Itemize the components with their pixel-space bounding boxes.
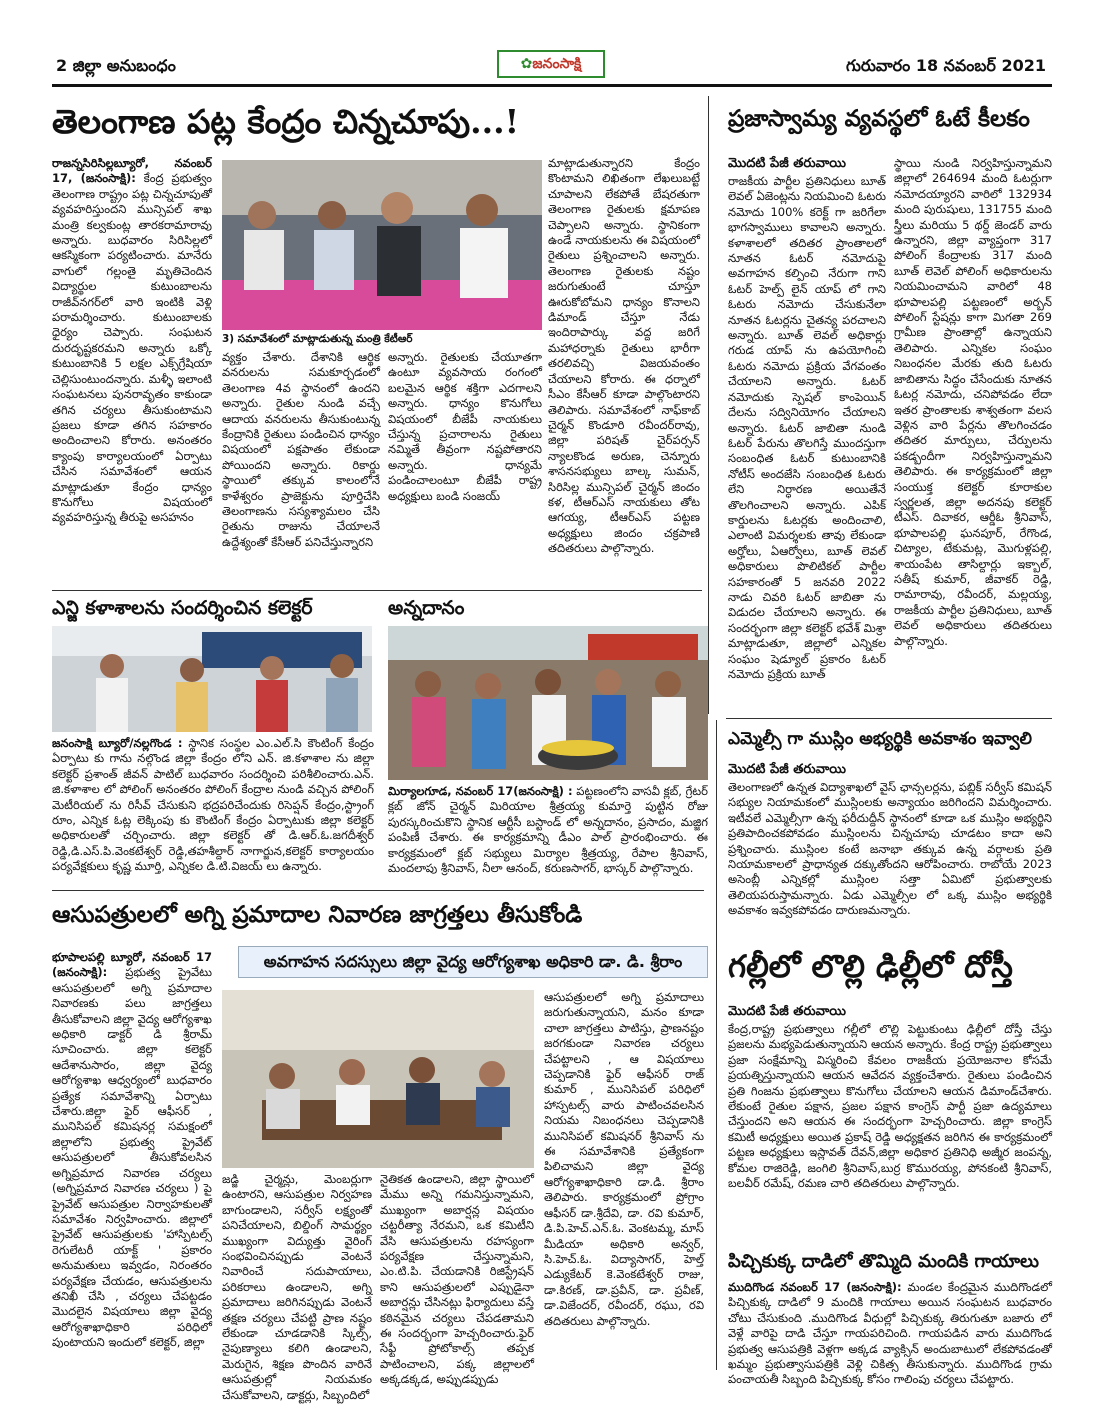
food-body: మిర్యాలగూడ, నవంబర్ 17(జనంసాక్షి) : పట్టణంలోని వాసవీ క్లబ్, గ్రేటర్ క్లబ్ జోన్ చైర్మన్ మిరియాల శ్రీత్రయ్య కుమార్తె పుట్టిన రోజు పురస్కరించుకొని స్థానిక ఆర్టీసీ బస్టాండ్ లో అన్నదానం, ప్రసాదం, మజ్జిగ పంపిణీ చేశారు. ఈ కార్యక్రమాన్ని డీఎం పాల్ ప్రారంభించారు. ఈ కార్యక్రమంలో క్లబ్ సభ్యులు మిర్యాల శ్రీత్రయ్య, రేపాల శ్రీనివాస్, మందలాపు శ్రీనివాస్, నీలా ఆనంద్, కరుణసాగర్, భాస్కర్ పాల్గొన్నారు. <box>388 784 709 876</box>
main-col-1: రాజన్నసిరిసిల్లబ్యూరో, నవంబర్ 17, (జనంసాక్షి): కేంద్ర ప్రభుత్వం తెలంగాణ రాష్ట్రం పట్ల చిన్నచూపుతో వ్యవహరిస్తుందని మున్సిపల్ శాఖ మంత్రి కల్వకుంట్ల తారకరామారావు అన్నారు. బుధవారం సిరిసిల్లలో ఆకస్మికంగా పర్యటించారు. మానేరు వాగులో గల్లంతై మృతిచెందిన విద్యార్థుల కుటుంబాలను రాజీవ్‌నగర్‌లో వారి ఇంటికి వెళ్లి పరామర్శించారు. కుటుంబాలకు ధైర్యం చెప్పారు. సంఘటన దురదృష్టకరమని అన్నారు ఒక్కో కుటుంబానికి 5 లక్షల ఎక్స్‌గ్రేషియా చెల్లిసుంటుందన్నారు. మళ్ళీ ఇలాంటి సంఘటనలు పునరావృతం కాకుండా తగిన చర్యలు తీసుకుంటామని ప్రజలు కూడా తగిన సహకారం అందించాలని కోరారు. అనంతరం క్యాంపు కార్యాలయంలో ఏర్పాటు చేసిన సమావేశంలో ఆయన మాట్లాడుతూ కేంద్రం ధాన్యం కొనుగోలు విషయంలో వ్యవహరిస్తున్న తీరుపై అసహనం <box>52 156 212 525</box>
galli-body: కేంద్ర,రాష్ట్ర ప్రభుత్వాలు గల్లీలో లొల్లి పెట్టుకుంటు ఢిల్లీలో దోస్తీ చేస్తు ప్రజలను మభ్యపెడుతున్నాయని ఆయన అన్నారు. కేంద్ర రాష్ట్ర ప్రభుత్వాలు ప్రజా సంక్షేమాన్ని విస్మరించి కేవలం రాజకీయ ప్రయోజనాల కోసమే ప్రయత్నిస్తున్నాయని ఆయన ఆవేదన వ్యక్తంచేశారు. రైతులు పండించిన ప్రతి గింజను ప్రభుత్వాలు కొనుగోలు చేయాలని ఆయన డిమాండ్‌చేశారు. లేకుంటే రైతుల పక్షాన, ప్రజల పక్షాన కాంగ్రెస్ పార్టీ ప్రజా ఉద్యమాలు చేస్తుందని అని ఆయన ఈ సందర్భంగా హెచ్చరించారు. జిల్లా కాంగ్రెస్ కమిటీ అధ్యక్షులు అయిత ప్రకాష్ రెడ్డి అధ్యక్షతన జరిగిన ఈ కార్యక్రమంలో పట్టణ అధ్యక్షులు ఇస్లావత్ దేవన్,జిల్లా అధికార ప్రతినిధి అజ్మీర జంపన్న, కోమల రాజిరెడ్డి, జంగిలి శ్రీనివాస్,బుర్ర కొమురయ్య, పోనకంటి శ్రీనివాస్, బలవీర్ రమేష్, రమణ చారి తదితరులు పాల్గొన్నారు. <box>728 1022 1052 1191</box>
hospital-col-2: జడ్జి చైర్మన్లు, మెంబర్లుగా ఉంటారని, ఆసుపత్రుల నిర్వహణ బాగుండాలని, సర్వీస్ లక్ష్యంతో పనిచేయాలని, బిల్డింగ్ సామర్థ్యం ముఖ్యంగా విద్యుత్తు వైరింగ్ సంభవించినప్పుడు వెంటనే నివారించే సదుపాయాలు, పరికరాలు ఉండాలని, అగ్ని ప్రమాదాలు జరిగినప్పుడు వెంటనే తక్షణ చర్యలు చేపట్టి ప్రాణ నష్టం లేకుండా చూడడానికి స్కిల్స్, నైపుణ్యాలు కలిగి ఉండాలని, మెరుగైన, శిక్షణ పొందిన వారినే ఆసుపత్రుల్లో నియమకం చేసుకోవాలని, డాక్టర్లు, సిబ్బందిలో <box>222 1172 372 1402</box>
main-col-2: వ్యక్తం చేశారు. దేశానికి ఆర్థిక వనరులను సమకూర్చడంలో తెలంగాణ 4వ స్థానంలో ఉందని అన్నారు. రైతుల నుండి వచ్చే ఆదాయ వనరులను తీసుకుంటున్న కేంద్రానికి రైతులు పండించిన ధాన్యం విషయంలో పక్షపాతం లేకుండా పోయిందని అన్నారు. రికార్డు స్థాయిలో తక్కువ కాలంలోనే కాళేశ్వరం ప్రాజెక్టును పూర్తిచేసి తెలంగాణను సస్యశ్యామలం చేసి రైతును రాజును చేయాలనే ఉద్దేశ్యంతో కేసీఆర్ పనిచేస్తున్నారని <box>222 350 380 549</box>
collector-body: జనంసాక్షి బ్యూరో/నల్లగొండ : స్థానిక సంస్థల ఎం.ఎల్.సి కౌంటింగ్ కేంద్రం ఏర్పాటు కు గాను నల్గొండ జిల్లా కేంద్రం లోని ఎన్. జి.కళాశాల ను జిల్లా కలెక్టర్ ప్రశాంత్ జీవన్ పాటిల్ బుధవారం సందర్శించి పరిశీలించారు.ఎన్. జి.కళాశాల లో పోలింగ్ అనంతరం పోలింగ్ కేంద్రాల నుండి వచ్చిన పోలింగ్ మెటీరియల్ ను రిసీవ్ చేసుకుని భద్రపరిచేందుకు రిసెప్షన్ కేంద్రం,స్ట్రాంగ్ రూం, ఎన్నిక ఓట్ల లెక్కింపు కు కౌంటింగ్ కేంద్రం ఏర్పాటుకు జిల్లా కలెక్టర్ అధికారులతో చర్చించారు. జిల్లా కలెక్టర్ తో డి.ఆర్.ఓ.జగదీశ్వర్ రెడ్డి,డి.ఎస్.పి.వెంకటేశ్వర్ రెడ్డి,తహశీల్దార్ నాగార్జున,కలెక్టర్ కార్యాలయం పర్యవేక్షకులు కృష్ణ మూర్తి, ఎన్నికల డి.టి.విజయ్ లు ఉన్నారు. <box>52 736 375 874</box>
section-rule <box>52 890 704 891</box>
issue-date: గురువారం 18 నవంబర్ 2021 <box>846 56 1046 75</box>
main-col-4: మాట్లాడుతున్నారని కేంద్రం కొంటామని లిఖితంగా లేఖలుబట్టే చూపాలని లేకపోతే బేషరతుగా తెలంగాణ రైతులకు క్షమాపణ చెప్పాలని అన్నారు. స్థానికంగా ఉండే నాయకులను ఈ విషయంలో రైతులు ప్రశ్నించాలని అన్నారు. తెలంగాణ రైతులకు నష్టం జరుగుతుంటే చూస్తూ ఊరుకోబోమని ధాన్యం కొనాలని డిమాండ్ చేస్తూ నేడు ఇందిరాపార్కు వద్ద జరిగే మహాధర్నాకు రైతులు భారీగా తరలివచ్చి విజయవంతం చేయాలని కోరారు. ఈ ధర్నాలో సీఎం కేసీఆర్ కూడా పాల్గొంటారని తెలిపారు. సమావేశంలో నాఫ్‌కాబ్ చైర్మన్ కొండూరి రవీందర్‌రావు, జిల్లా పరిషత్ చైర్‌పర్సన్ న్యాలకొండ అరుణ, చెన్నూరు శాసనసభ్యులు బాల్క సుమన్, సిరిసిల్ల మున్సిపల్ చైర్మన్ జిందం కళ, టీఆర్ఎస్ నాయకులు తోట ఆగయ్య, టీఆర్ఎస్ పట్టణ అధ్యక్షులు జిందం చక్రపాణి తదితరులు పాల్గొన్నారు. <box>548 156 700 556</box>
dog-dateline: ముదిగొండ నవంబర్ 17 (జనంసాక్షి): <box>728 1280 902 1294</box>
hospital-col-4: ఆసుపత్రులలో అగ్ని ప్రమాదాలు జరుగుతున్నాయని, మనం కూడా చాలా జాగ్రత్తలు పాటిస్తు, ప్రాణనష్టం జరగకుండా నివారణ చర్యలు చేపట్టాలని , ఆ విషయాలు చెప్పడానికి ఫైర్ ఆఫీసర్ రాజ్ కుమార్ , మునిసిపల్ పరిధిలో హాస్పటల్స్ వారు పాటించవలసిన నియమ నిబంధనలు చెప్పడానికి మునిసిపల్ కమిషనర్ శ్రీనివాస్ ను ఈ సమావేశానికి ప్రత్యేకంగా పిలిచామని జిల్లా వైద్య ఆరోగ్యశాఖాధికారి డా.డి. శ్రీరాం తెలిపారు. కార్యక్రమంలో ప్రోగ్రాం ఆఫీసర్ డా.శ్రీదేవి, డా. రవి కుమార్, డి.పి.హెచ్.ఎన్.ఓ. వెంకటమ్మ, మాస్ మీడియా అధికారి అన్వర్, సి.హెచ్.ఓ. విద్యాసాగర్, హెల్త్ ఎడ్యుకేటర్ కె.వెంకటేశ్వర్ రాజు, డా.కిరణ్, డా.ప్రవీన్, డా. ప్రవీణ్, డా.విజేందర్, రవీందర్, రఘు, రవి తదితరులు పాల్గొన్నారు. <box>544 990 704 1328</box>
collector-dateline: జనంసాక్షి బ్యూరో/నల్లగొండ : <box>52 736 183 750</box>
hospital-col-3: నైతికత ఉండాలని, జిల్లా స్థాయిలో మేము అన్ని గమనిస్తున్నామని, ముఖ్యంగా అబార్షన్ల విషయం చట్టరీత్యా నేరమని, ఒక కమిటీని వేసి ఆసుపత్రులను రహస్యంగా పర్యవేక్షణ చేస్తున్నామని, ఎం.టి.పి. చేయడానికి రిజిస్ట్రేషన్ కాని ఆసుపత్రులలో ఎప్పుడైనా అబార్షన్లు చేసినట్లు ఫిర్యాదులు వస్తే కఠినమైన చర్యలు చేపడతామని ఈ సందర్భంగా హెచ్చరించారు.ఫైర్ సేఫ్టీ ప్రోటోకాల్స్ తప్పక పాటించాలని, పక్క జిల్లాలలో అక్కడక్కడ, అప్పుడప్పుడు <box>380 1172 534 1387</box>
hospital-headline: ఆసుపత్రులలో అగ్ని ప్రమాదాల నివారణ జాగ్రత్తలు తీసుకోండి <box>52 901 583 928</box>
main-dateline: రాజన్నసిరిసిల్లబ్యూరో, నవంబర్ 17, (జనంసాక్షి): <box>52 156 212 186</box>
vote-headline: ప్రజాస్వామ్య వ్యవస్థలో ఓటే కీలకం <box>728 105 1030 132</box>
main-photo <box>222 160 542 330</box>
dog-body: ముదిగొండ నవంబర్ 17 (జనంసాక్షి): మండల కేంద్రమైన ముదిగొండలో పిచ్చికుక్క దాడిలో 9 మందికి గాయాలు అయిన సంఘటన బుధవారం చోటు చేసుకుంది .ముదిగొండ వీధుల్లో పిచ్చికుక్క తిరుగుతూ బజారు లో వెళ్లే వారిపై దాడి చేస్తూ గాయపరిచింది. గాయపడిన వారు ముదిగొండ ప్రభుత్వ ఆసుపత్రికి వెళ్లగా అక్కడ వ్యాక్సిన్ అందుబాటులో లేకపోవడంతో ఖమ్మం ప్రభుత్వాసుపత్రికి వెళ్లి చికిత్స తీసుకున్నారు. ముదిగొండ గ్రామ పంచాయతీ సిబ్బంది పిచ్చికుక్క కోసం గాలింపు చర్యలు చేపట్టారు. <box>728 1280 1052 1387</box>
masthead-logo: ✿జనంసాక్షి <box>497 50 605 78</box>
collector-photo <box>52 626 372 732</box>
section-rule <box>726 718 1052 719</box>
dog-headline: పిచ్చికుక్క దాడిలో తొమ్మిది మందికి గాయాలు <box>728 1251 1040 1272</box>
galli-continued: మొదటి పేజీ తరువాయి <box>728 1004 846 1019</box>
hospital-dateline: భూపాలపల్లి బ్యూరో, నవంబర్ 17 (జనంసాక్షి): <box>52 950 212 980</box>
main-col-3b: అన్నారు. రైతులకు చేయూతగా ఉంటూ వ్యవసాయ రంగంలో బలమైన ఆర్థిక శక్తిగా ఎదగాలని అన్నారు. ధాన్యం కొనుగోలు విషయంలో బీజేపీ నాయకులు చేస్తున్న ప్రచారాలను రైతులు నమ్మితే తీవ్రంగా నష్టపోతారని అన్నారు. ధాన్యమే పండించాలంటూ బీజేపీ రాష్ట్ర అధ్యక్షులు బండి సంజయ్ <box>388 350 542 503</box>
vote-continued: మొదటి పేజీ తరువాయి <box>728 156 846 171</box>
header-rule <box>52 84 1052 87</box>
mlc-continued: మొదటి పేజీ తరువాయి <box>728 762 846 777</box>
vote-col-2: స్థాయి నుండి నిర్వహిస్తున్నామని జిల్లాలో 264694 మంది ఓటర్లుగా నమోదయ్యారని వారిలో 132934 మంది పురుషులు, 131755 మంది స్త్రీలు మరియు 5 థర్డ్ జెండర్ వారు ఉన్నారని, జిల్లా వ్యాప్తంగా 317 పోలింగ్ కేంద్రాలకు 317 మంది బూత్ లెవెల్ పోలింగ్ అధికారులను నియమించామని వారిలో 48 భూపాలపల్లి పట్టణంలో అర్బన్ పోలింగ్ స్టేషన్లు కాగా మిగతా 269 గ్రామీణ ప్రాంతాల్లో ఉన్నాయని తెలిపారు. ఎన్నికల సంఘం నిబంధనల మేరకు తుది ఓటరు జాబితాను సిద్ధం చేసేందుకు నూతన ఓటర్ల నమోదు, చనిపోవడం లేదా ఇతర ప్రాంతాలకు శాశ్వతంగా వలస వెళ్లిన వారి పేర్లను తొలగించడం తదితర మార్పులు, చేర్పులను పకడ్బందీగా నిర్వహిస్తున్నామని తెలిపారు. ఈ కార్యక్రమంలో జిల్లా సంయుక్త కలెక్టర్ కూరాకుల స్వర్ణలత, జిల్లా అదనపు కలెక్టర్ టీఎస్. దివాకర, ఆర్డీఓ శ్రీనివాస్, భూపాలపల్లి ఘనపూర్, రేగొండ, చిట్యాల, టేకుమట్ల, మొగుళ్లపల్లి, శాయంపేట తాసిల్దార్లు ఇక్బాల్, సతీష్ కుమార్, జీవాకర్ రెడ్డి, రామారావు, రవీందర్, మల్లయ్య, రాజకీయ పార్టీల ప్రతినిధులు, బూత్ లెవల్ అధికారులు తదితరులు పాల్గొన్నారు. <box>894 156 1052 648</box>
main-photo-caption: 3) సమావేశంలో మాట్లాడుతున్న మంత్రి కేటీఆర్ <box>222 333 413 345</box>
hospital-banner: అవగాహన సదస్సులు జిల్లా వైద్య ఆరోగ్యశాఖ అధికారి డా. డి. శ్రీరాం <box>238 946 708 978</box>
food-headline: అన్నదానం <box>388 597 465 619</box>
hospital-photo <box>222 990 534 1168</box>
food-photo <box>388 626 708 780</box>
section-rule <box>52 590 702 591</box>
column-divider <box>708 96 709 714</box>
column-divider <box>716 720 717 1370</box>
food-dateline: మిర్యాలగూడ, నవంబర్ 17(జనంసాక్షి) : <box>388 784 573 798</box>
mlc-body: తెలంగాణలో ఉన్నత విద్యాశాఖలో వైస్ ఛాన్సలర్లను, పబ్లిక్ సర్వీస్ కమిషన్ సభ్యుల నియామకంలో ముస్లింలకు అన్యాయం జరిగిందని విమర్శించారు. ఇటీవలే ఎమ్మెల్సీగా ఉన్న ఫరీదుద్దీన్ స్థానంలో కూడా ఒక ముస్లిం అభ్యర్థిని ప్రతిపాదించకపోవడం ముస్లింలను చిన్నచూపు చూడటం కాదా అని ప్రశ్నించారు. ముస్లింల కంటే జనాభా తక్కువ ఉన్న వర్గాలకు ప్రతి నియామకాలలో ప్రాధాన్యత దక్కుతోందని ఆరోపించారు. రాబోయే 2023 అసెంబ్లీ ఎన్నికల్లో ముస్లింల సత్తా ఏమిటో ప్రభుత్వాలకు తెలియపరుస్తామన్నారు. ఏడు ఎమ్మెల్సీల లో ఒక్క ముస్లిం అభ్యర్థికి అవకాశం ఇవ్వకపోవడం దారుణమన్నారు. <box>728 780 1052 918</box>
vote-col-1: రాజకీయ పార్టీల ప్రతినిధులు బూత్ లెవల్ ఏజెంట్లను నియమించి ఓటరు నమోదు 100% కరెక్ట్ గా జరిగేలా భాగస్వాములు కావాలని అన్నారు. కళాశాలలో తదితర ప్రాంతాలలో నూతన ఓటర్ నమోదుపై అవగాహన కల్పించి నేరుగా గాని ఓటర్ హెల్ప్ లైన్ యాప్ లో గాని ఓటరు నమోదు చేసుకునేలా నూతన ఓటర్లను చైతన్య పరచాలని అన్నారు. బూత్ లెవల్ అధికార్లు గరుడ యాప్ ను ఉపయోగించి ఓటరు నమోదు ప్రక్రియ వేగవంతం చేయాలని అన్నారు. ఓటర్ నమోదుకు స్పెషల్ కాంపెయిన్ దేలను సద్వినియోగం చేయాలని అన్నారు. ఓటర్ జాబితా నుండి ఓటర్ పేరును తొలగిస్తే ముందస్తుగా సంబంధిత ఓటర్ కుటుంబానికి నోటీస్ అందజేసి సంబంధిత ఓటరు లేని నిర్ధారణ అయితేనే తొలగించాలని అన్నారు. ఎపిక్ కార్డులను ఓటర్లకు అందించాలి, ఎలాంటి విమర్శలకు తావు లేకుండా అర్హోలు, ఏఆర్వోలు, బూత్ లెవల్ అధికారులు పొలిటికల్ పార్టీల సహకారంతో 5 జనవరి 2022 నాడు చివరి ఓటర్ జాబితా ను విడుదల చేయాలని అన్నారు. ఈ సందర్భంగా జిల్లా కలెక్టర్ భవేశ్ మిశ్రా మాట్లాడుతూ, జిల్లాలో ఎన్నికల సంఘం షెడ్యూల్ ప్రకారం ఓటర్ నమోదు ప్రక్రియ బూత్ <box>728 174 886 681</box>
collector-headline: ఎన్జి కళాశాలను సందర్శించిన కలెక్టర్ <box>52 597 313 619</box>
page-label: 2 జిల్లా అనుబంధం <box>56 56 176 75</box>
galli-headline: గల్లీలో లొల్లి ఢిల్లీలో దోస్తీ <box>728 949 1013 985</box>
mlc-headline: ఎమ్మెల్సీ గా ముస్లిం అభ్యర్థికి అవకాశం ఇవ్వాలి <box>728 729 1033 749</box>
hospital-col-1: భూపాలపల్లి బ్యూరో, నవంబర్ 17 (జనంసాక్షి): ప్రభుత్వ ప్రైవేటు ఆసుపత్రులలో అగ్ని ప్రమాదాల నివారణకు పలు జాగ్రత్తలు తీసుకోవాలని జిల్లా వైద్య ఆరోగ్యశాఖ అధికారి డాక్టర్ డి శ్రీరామ్ సూచించారు. జిల్లా కలెక్టర్ ఆదేశానుసారం, జిల్లా వైద్య ఆరోగ్యశాఖ ఆధ్వర్యంలో బుధవారం ప్రత్యేక సమావేశాన్ని ఏర్పాటు చేశారు.జిల్లా ఫైర్ ఆఫీసర్ , మునిసిపల్ కమిషనర్ల సమక్షంలో జిల్లాలోని ప్రభుత్వ ప్రైవేట్ ఆసుపత్రులలో తీసుకోవలసిన అగ్నిప్రమాద నివారణ చర్యలు (అగ్నిప్రమాద నివారణ చర్యలు ) పై ప్రైవేట్ ఆసుపత్రుల నిర్వాహకులతో సమావేశం నిర్వహించారు. జిల్లాలో ప్రైవేట్ ఆసుపత్రులకు 'హాస్పిటల్స్ రెగులేటరీ యాక్ట్ ' ప్రకారం అనుమతులు ఇవ్వడం, నిరంతరం పర్యవేక్షణ చేయడం, ఆసుపత్రులను తనిఖీ చేసి , చర్యలు చేపట్టడం మొదలైన విషయాలు జిల్లా వైద్య ఆరోగ్యశాఖాధికారి పరిధిలో పుంటాయని ఇందులో కలెక్టర్, జిల్లా <box>52 950 212 1350</box>
main-headline: తెలంగాణ పట్ల కేంద్రం చిన్నచూపు...! <box>52 102 520 141</box>
